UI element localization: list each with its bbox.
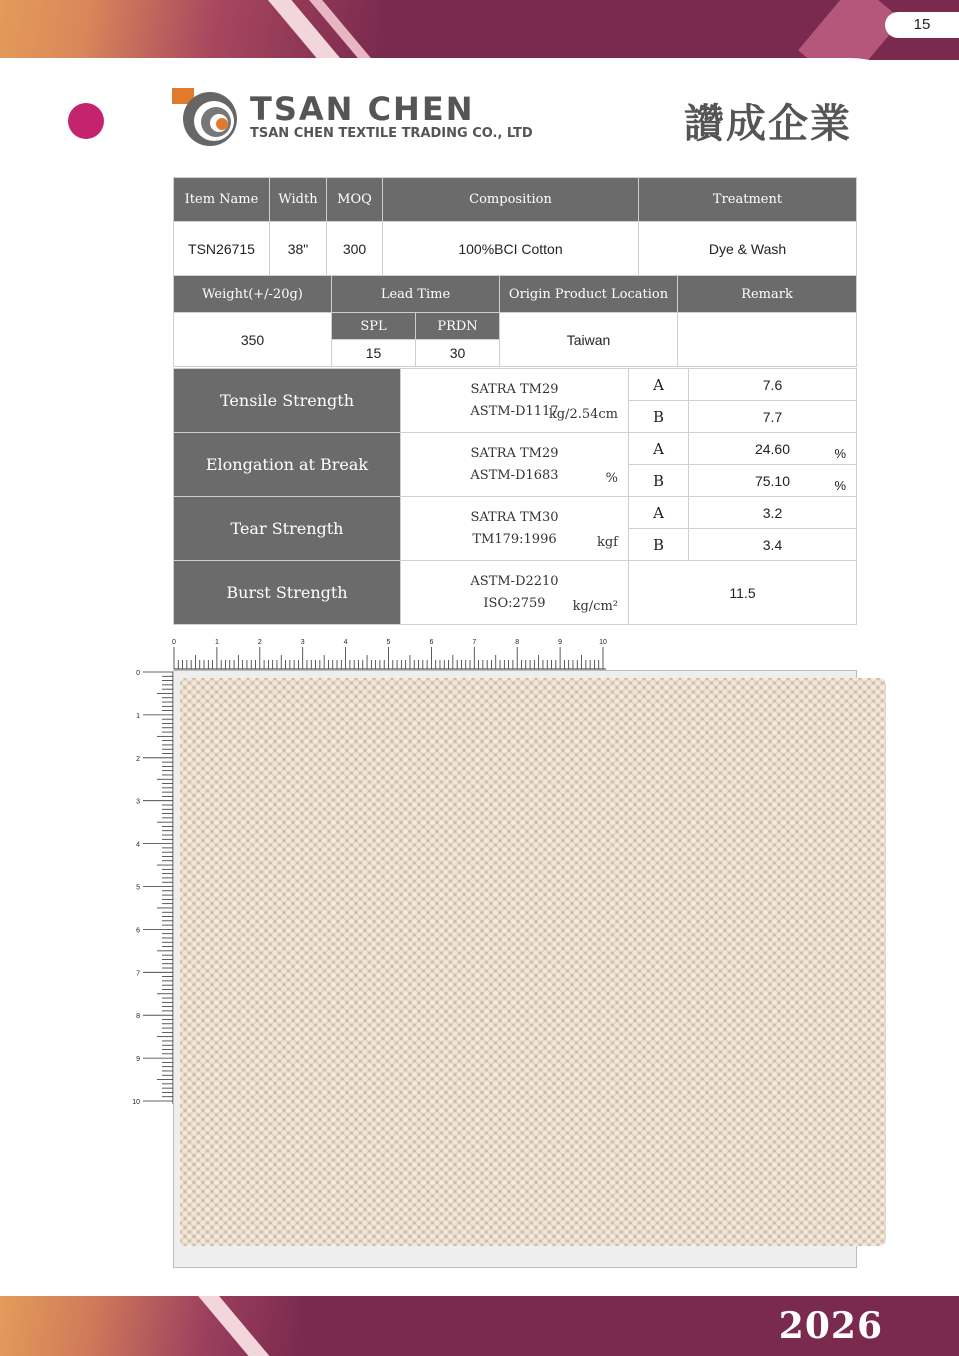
value-text: 75.10 — [754, 472, 791, 489]
header-prdn: PRDN — [416, 313, 500, 340]
test-unit: kg/2.54cm — [548, 407, 618, 422]
ruler-horizontal — [170, 636, 610, 670]
ruler-tick-label: 2 — [257, 639, 262, 646]
test-value: 11.5 — [629, 561, 857, 625]
brand-chinese-name: 讚成企業 — [684, 101, 852, 147]
test-unit: kgf — [596, 535, 618, 550]
header-moq: MOQ — [327, 178, 383, 222]
ruler-tick-label: 3 — [136, 798, 140, 806]
test-value — [689, 401, 857, 433]
item-name-value: TSN26715 — [174, 222, 270, 276]
percent-sign: % — [834, 478, 846, 493]
header-spl: SPL — [332, 313, 416, 340]
method-line: ASTM-D1683 — [470, 467, 559, 483]
ruler-tick-label: 0 — [172, 639, 176, 646]
method-line: ASTM-D1117 — [470, 403, 559, 419]
value-text: 24.60 — [754, 440, 791, 457]
ruler-tick-label: 9 — [136, 1056, 140, 1064]
test-value — [689, 369, 857, 401]
test-method — [401, 433, 629, 497]
header-item-name: Item Name — [174, 178, 270, 222]
ruler-tick-label: 8 — [515, 639, 520, 646]
ruler-tick-label: 6 — [429, 639, 434, 646]
composition-value: 100%BCI Cotton — [383, 222, 639, 276]
ruler-tick-label: 4 — [136, 841, 140, 849]
test-label: Tensile Strength — [174, 369, 401, 433]
test-value — [689, 465, 857, 497]
value-text: 7.6 — [762, 376, 783, 393]
direction-label: A — [629, 497, 689, 529]
direction-label: A — [629, 433, 689, 465]
method-line: TM179:1996 — [472, 531, 557, 547]
method-line: SATRA TM30 — [470, 509, 559, 525]
ruler-tick-label: 1 — [214, 639, 219, 646]
test-label: Tear Strength — [174, 497, 401, 561]
treatment-value: Dye & Wash — [639, 222, 857, 276]
percent-sign: % — [834, 446, 846, 461]
remark-value — [678, 313, 857, 367]
ruler-tick-label: 5 — [386, 639, 391, 646]
header-lead-time: Lead Time — [332, 276, 500, 313]
width-value: 38" — [270, 222, 327, 276]
direction-label: B — [629, 465, 689, 497]
direction-label: A — [629, 369, 689, 401]
header-remark: Remark — [678, 276, 857, 313]
page-number: 15 — [885, 12, 959, 38]
fabric-swatch-image — [178, 676, 888, 1248]
ruler-tick-label: 2 — [136, 755, 140, 763]
header-treatment: Treatment — [639, 178, 857, 222]
test-method — [401, 369, 629, 433]
direction-label: B — [629, 401, 689, 433]
test-unit: % — [605, 471, 618, 486]
item-spec-table — [173, 177, 857, 276]
ruler-tick-label: 7 — [136, 970, 140, 978]
method-line: SATRA TM29 — [470, 445, 559, 461]
origin-value: Taiwan — [500, 313, 678, 367]
ruler-tick-label: 0 — [136, 670, 140, 677]
spl-value: 15 — [332, 340, 416, 367]
test-method — [401, 561, 629, 625]
brand-subtitle: TSAN CHEN TEXTILE TRADING CO., LTD — [250, 126, 533, 141]
header-width: Width — [270, 178, 327, 222]
ruler-tick-label: 9 — [558, 639, 563, 646]
test-label: Elongation at Break — [174, 433, 401, 497]
ruler-tick-label: 5 — [136, 884, 140, 892]
catalog-year: 2026 — [778, 1305, 883, 1347]
ruler-tick-label: 10 — [132, 1099, 140, 1106]
test-label: Burst Strength — [174, 561, 401, 625]
ruler-tick-label: 4 — [343, 639, 348, 646]
method-line: ISO:2759 — [483, 595, 546, 611]
method-line: ASTM-D2210 — [470, 573, 559, 589]
value-text: 7.7 — [762, 408, 783, 425]
method-line: SATRA TM29 — [470, 381, 559, 397]
direction-label: B — [629, 529, 689, 561]
ruler-tick-label: 6 — [136, 927, 140, 935]
brand-name: TSAN CHEN — [250, 90, 475, 128]
value-text: 3.4 — [762, 536, 783, 553]
ruler-vertical — [130, 668, 174, 1108]
weight-value: 350 — [174, 313, 332, 367]
test-value — [689, 433, 857, 465]
prdn-value: 30 — [416, 340, 500, 367]
test-results-table — [173, 368, 857, 625]
header-decoration — [0, 0, 959, 60]
ruler-tick-label: 8 — [136, 1013, 140, 1021]
value-text: 3.2 — [762, 504, 783, 521]
ruler-tick-label: 7 — [472, 639, 477, 646]
ruler-tick-label: 1 — [136, 712, 140, 720]
test-value — [689, 497, 857, 529]
ruler-tick-label: 10 — [599, 639, 607, 646]
header-origin: Origin Product Location — [500, 276, 678, 313]
test-method — [401, 497, 629, 561]
moq-value: 300 — [327, 222, 383, 276]
test-value — [689, 529, 857, 561]
header-composition: Composition — [383, 178, 639, 222]
accent-dot — [68, 103, 104, 139]
test-unit: kg/cm² — [572, 599, 618, 614]
info-table — [173, 275, 857, 367]
header-weight: Weight(+/-20g) — [174, 276, 332, 313]
ruler-tick-label: 3 — [300, 639, 305, 646]
company-logo-icon — [172, 86, 238, 148]
